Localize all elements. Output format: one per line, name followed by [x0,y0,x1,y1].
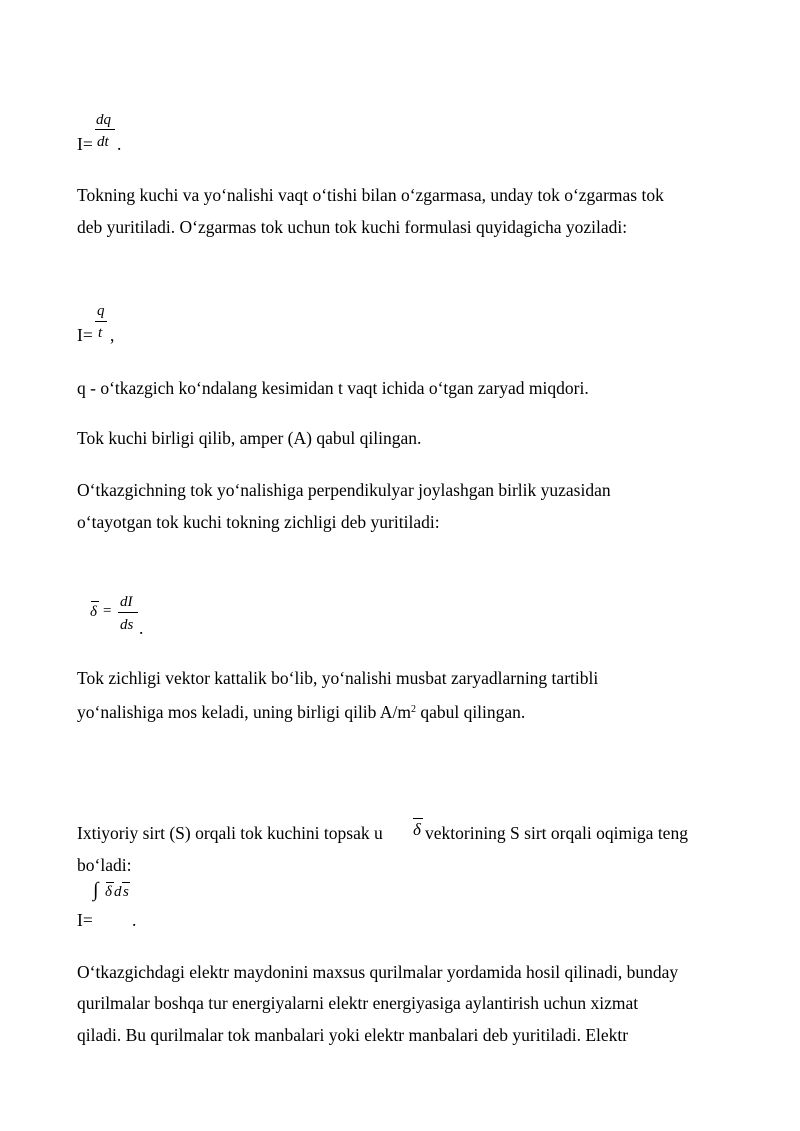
formula3-lhs: δ [90,604,97,620]
paragraph-7-line-3: qiladi. Bu qurilmalar tok manbalari yoki elektr manbalari deb yuritiladi. Elektr [77,1025,629,1045]
paragraph-4-line-1: O‘tkazgichning tok yo‘nalishiga perpendikulyar joylashgan birlik yuzasidan [77,480,611,500]
paragraph-6-line-1-post: vektorining S sirt orqali oqimiga teng [425,823,688,843]
paragraph-2: q - o‘tkazgich ko‘ndalang kesimidan t vaqt ichida o‘tgan zaryad miqdori. [77,378,589,398]
formula4-s: s [123,884,129,900]
formula3-equals: = [103,603,112,619]
paragraph-6-line-2: bo‘ladi: [77,855,132,875]
formula2-numerator: q [97,303,105,319]
paragraph-6-line-1 [77,823,383,843]
unit-exponent: 2 [410,704,416,715]
paragraph-5-line-1: Tok zichligi vektor kattalik bo‘lib, yo‘nalishi musbat zaryadlarning tartibli [77,668,599,688]
paragraph-7-line-1: O‘tkazgichdagi elektr maydonini maxsus qurilmalar yordamida hosil qilinadi, bunday [77,962,679,982]
formula1-lhs: I= [77,134,93,154]
formula4-end: . [132,910,137,930]
paragraph-3: Tok kuchi birligi qilib, amper (A) qabul qilingan. [77,428,422,448]
paragraph-7-line-2: qurilmalar boshqa tur energiyalarni elektr energiyasiga aylantirish uchun xizmat [77,993,639,1013]
paragraph-1-line-1: Tokning kuchi va yo‘nalishi vaqt o‘tishi bilan o‘zgarmasa, unday tok o‘zgarmas tok [77,185,664,205]
formula3-denominator: ds [120,617,134,633]
formula3-fraction-bar [118,612,138,613]
paragraph-1-line-2: deb yuritiladi. O‘zgarmas tok uchun tok kuchi formulasi quyidagicha yoziladi: [77,217,628,237]
formula4-delta: δ [105,884,112,900]
formula2-fraction-bar [95,321,107,322]
formula3-vector-bar [91,601,99,602]
formula1-denominator: dt [97,134,109,150]
formula2-end: , [110,325,115,345]
paragraph-5-line-2-tail: qabul qilingan. [415,702,526,722]
formula4-integral-sign: ∫ [93,879,99,901]
formula2-lhs: I= [77,325,93,345]
formula4-delta-bar [106,882,114,883]
paragraph-4-line-2: o‘tayotgan tok kuchi tokning zichligi deb yuritiladi: [77,512,440,532]
paragraph-6-line-1-pre: Ixtiyoriy sirt (S) orqali tok kuchini topsak u [77,823,383,843]
paragraph-5-line-2 [77,702,525,722]
formula1-numerator: dq [96,112,111,128]
formula1-fraction-bar [95,129,115,130]
formula1-end: . [117,134,122,154]
paragraph-6-vector-bar [413,818,423,819]
paragraph-6-delta-symbol: δ [413,820,421,839]
paragraph-5-line-2-text: yo‘nalishiga mos keladi, uning birligi qilib A/m [77,702,411,722]
formula4-s-bar [122,882,130,883]
formula4-lhs: I= [77,910,93,930]
formula3-numerator: dI [120,594,133,610]
formula4-d: d [114,884,122,900]
formula3-end: . [139,618,144,638]
formula2-denominator: t [98,325,103,341]
